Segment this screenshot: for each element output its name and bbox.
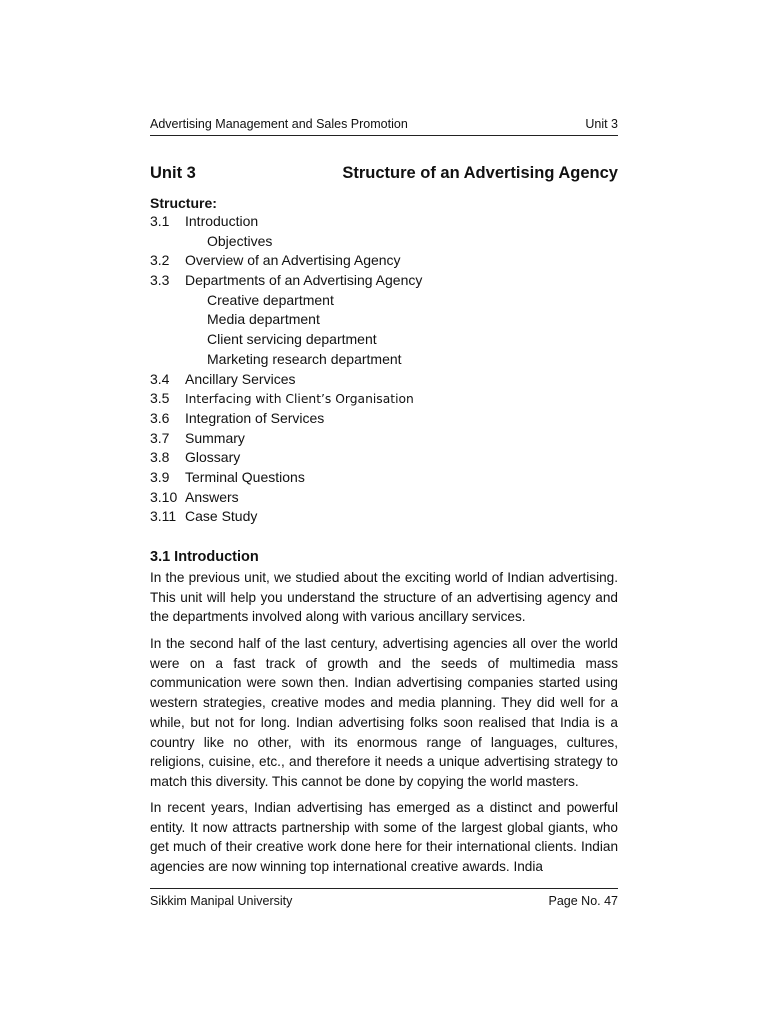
- toc-item-label: Introduction: [185, 213, 259, 229]
- toc-item-number: 3.3: [150, 272, 170, 289]
- body-paragraph: In the second half of the last century, advertising agencies all over the world were on a fast track of growth and the seeds of multimedia mass communication were sown then. Indian advertising companies started using western strategies, creative modes and media planning. They did well for a while, but not for long. Indian advertising folks soon realised that India is a country like no other, with its enormous range of languages, cultures, religions, cuisine, etc., and therefore it needs a unique advertising strategy to match this diversity. This cannot be done by copying the world masters.: [150, 636, 618, 789]
- unit-heading: [150, 163, 618, 183]
- toc-item-label: Creative department: [207, 291, 334, 308]
- toc-item-number: 3.4: [150, 370, 170, 387]
- toc-subitem: [150, 232, 618, 252]
- toc-item: [150, 389, 618, 409]
- toc-item: [150, 212, 618, 232]
- section-heading: 3.1 Introduction: [150, 549, 259, 565]
- toc-item-number: 3.5: [150, 390, 170, 407]
- running-footer: [150, 888, 618, 909]
- toc-item-label: Overview of an Advertising Agency: [185, 252, 401, 269]
- toc-item-label: Ancillary Services: [185, 370, 296, 387]
- toc-item-number: 3.11: [150, 508, 177, 525]
- header-unit-label: Unit 3: [585, 117, 618, 131]
- toc-item-label: Departments of an Advertising Agency: [185, 272, 423, 289]
- toc-item-number: 3.7: [150, 429, 170, 446]
- toc-item-number: 3.10: [150, 488, 178, 505]
- toc-subitem: [150, 291, 618, 311]
- toc-item-label: Terminal Questions: [185, 468, 305, 485]
- toc-item-label: Media department: [207, 311, 320, 328]
- toc-item-number: 3.9: [150, 468, 170, 485]
- unit-label: Unit 3: [150, 164, 196, 182]
- footer-university: Sikkim Manipal University: [150, 894, 293, 908]
- toc-item-label: Marketing research department: [207, 350, 402, 367]
- toc-item-label: Interfacing with Client’s Organisation: [185, 392, 414, 407]
- toc-item-number: 3.2: [150, 252, 170, 269]
- table-of-contents: [150, 212, 618, 527]
- toc-item: [150, 409, 618, 429]
- toc-item-label: Answers: [185, 488, 239, 505]
- unit-title: Structure of an Advertising Agency: [342, 164, 618, 182]
- toc-item-label: Glossary: [185, 449, 241, 466]
- toc-item: [150, 507, 618, 527]
- toc-item: [150, 251, 618, 271]
- toc-item-label: Client servicing department: [207, 331, 377, 348]
- body-paragraph: In recent years, Indian advertising has emerged as a distinct and powerful entity. It now attracts partnership with some of the largest global giants, who get much of their creative work done here for their international clients. Indian agencies are now winning top international creative awards. India: [150, 800, 618, 875]
- toc-item: [150, 468, 618, 488]
- toc-subitem: [150, 310, 618, 330]
- document-page: [150, 0, 618, 1024]
- toc-item: [150, 429, 618, 449]
- footer-page-number: Page No. 47: [548, 894, 618, 908]
- toc-item-label: Integration of Services: [185, 409, 325, 426]
- toc-subitem: [150, 350, 618, 370]
- toc-item-number: 3.1: [150, 213, 170, 229]
- toc-item-label: Case Study: [185, 508, 258, 525]
- header-course-title: Advertising Management and Sales Promotion: [150, 117, 408, 131]
- toc-item-label: Objectives: [207, 232, 273, 249]
- structure-heading: Structure:: [150, 195, 217, 211]
- running-header: [150, 116, 618, 136]
- toc-item-number: 3.6: [150, 409, 170, 426]
- toc-subitem: [150, 330, 618, 350]
- toc-item: [150, 271, 618, 291]
- toc-item: [150, 488, 618, 508]
- toc-item-number: 3.8: [150, 449, 170, 466]
- toc-item-label: Summary: [185, 429, 245, 446]
- toc-item: [150, 448, 618, 468]
- body-paragraph: In the previous unit, we studied about the exciting world of Indian advertising. This unit will help you understand the structure of an advertising agency and the departments involved along with various ancillary services.: [150, 570, 618, 625]
- toc-item: [150, 370, 618, 390]
